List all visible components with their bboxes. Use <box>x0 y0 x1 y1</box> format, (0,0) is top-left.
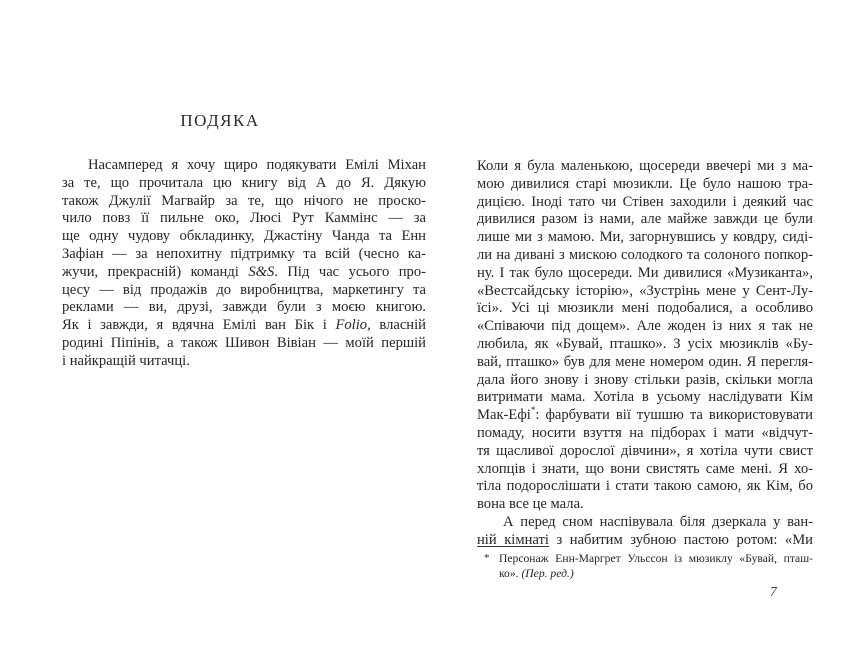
text-line: дивилися разом із нами, але майже завжди це були <box>477 211 813 228</box>
text-line: ще одну чудову обкладинку, Джастіну Чанда та Енн <box>62 228 426 245</box>
text-line: і найкращій читачці. <box>62 352 190 369</box>
text-line: Персонаж Енн-Маргрет Ульссон із мюзиклу «Бувай, пташ- <box>499 552 813 565</box>
text-line: ну. І так було щосереди. Ми дивилися «Музиканта», <box>477 264 813 281</box>
text-line: А перед сном наспівувала біля дзеркала у ван- <box>503 513 813 530</box>
text-line: витримати мама. Хотіла в усьому наслідувати Кім <box>477 389 813 406</box>
text-line: Зафіан — за непохитну підтримку та всій (чесно ка- <box>62 245 426 262</box>
text-line: родині Піпінів, а також Шивон Вівіан — моїй першій <box>62 334 426 351</box>
text-line: тя щасливої дорослої дівчини», я хотіла чути свист <box>477 442 813 459</box>
text-line: «Співаючи під дощем». Але жоден із них я так не <box>477 318 813 335</box>
text-line: цесу — від продажів до виробництва, маркетингу та <box>62 281 426 298</box>
text-line: тіла подорослішати і стати такою самою, як Кім, бо <box>477 478 813 495</box>
text-line: жучи, прекрасній) команді S&S. Під час усього про- <box>62 263 426 280</box>
text-line: Мак-Ефі*: фарбувати вії тушшю та використовувати <box>477 405 813 424</box>
text-line: Коли я була маленькою, щосереди ввечері ми з ма- <box>477 158 813 174</box>
left-page <box>62 0 426 650</box>
text-line: Як і завжди, я вдячна Емілі ван Бік і Folio, власній <box>62 317 426 334</box>
text-line: мою дивилися старі мюзикли. Це було нашою тра- <box>477 175 813 192</box>
text-line: дала його знову і знову стільки разів, скільки могла <box>477 371 813 388</box>
footnote-text <box>477 551 813 581</box>
text-line: також Джулії Магвайр за те, що нічого не проско- <box>62 192 426 209</box>
text-line: ли на дивані з мискою солодкого та солоного попкор- <box>477 246 813 263</box>
acknowledgments-paragraph <box>62 157 426 371</box>
body-paragraph <box>477 514 813 550</box>
text-line: за те, що прочитала цю книгу від А до Я. Дякую <box>62 174 426 191</box>
text-line: Насамперед я хочу щиро подякувати Емілі Міхан <box>88 157 426 173</box>
text-line: хлопців і знати, що вони свистять саме мені. Я хо- <box>477 460 813 477</box>
text-line: їсі». Усі ці мюзикли мені подобалися, а особливо <box>477 300 813 317</box>
text-line: любила, як «Бувай, пташко». З усіх мюзиклів «Бу- <box>477 335 813 352</box>
page-number: 7 <box>770 584 777 599</box>
text-line: «Вестсайдську історію», «Зустрінь мене у Сент-Лу- <box>477 282 813 299</box>
text-line: дицією. Іноді тато чи Стівен заходили і деякий час <box>477 193 813 210</box>
text-line: чило повз її пильне око, Люсі Рут Каммінс — за <box>62 210 426 227</box>
text-line: вона все це мала. <box>477 496 584 513</box>
footnote-rule <box>477 546 549 547</box>
body-paragraph <box>477 158 813 514</box>
body-text <box>477 158 813 550</box>
text-line: лише ми з мамою. Ми, загорнувшись у ковдру, сиді- <box>477 229 813 246</box>
right-page <box>477 0 813 650</box>
chapter-heading: ПОДЯКА <box>180 111 260 130</box>
text-line: ко». (Пер. ред.) <box>499 567 574 580</box>
text-line: помаду, носити взуття на підборах і мати «відчут- <box>477 424 813 441</box>
footnote <box>477 546 813 581</box>
text-line: ній кімнаті з набитим зубною пастою ротом: «Ми <box>477 531 813 548</box>
footnote-marker: * <box>484 552 490 564</box>
text-line: реклами — ви, друзі, завжди були з моєю книгою. <box>62 299 426 316</box>
text-line: вай, пташко» був для мене номером один. Я перегля- <box>477 353 813 370</box>
